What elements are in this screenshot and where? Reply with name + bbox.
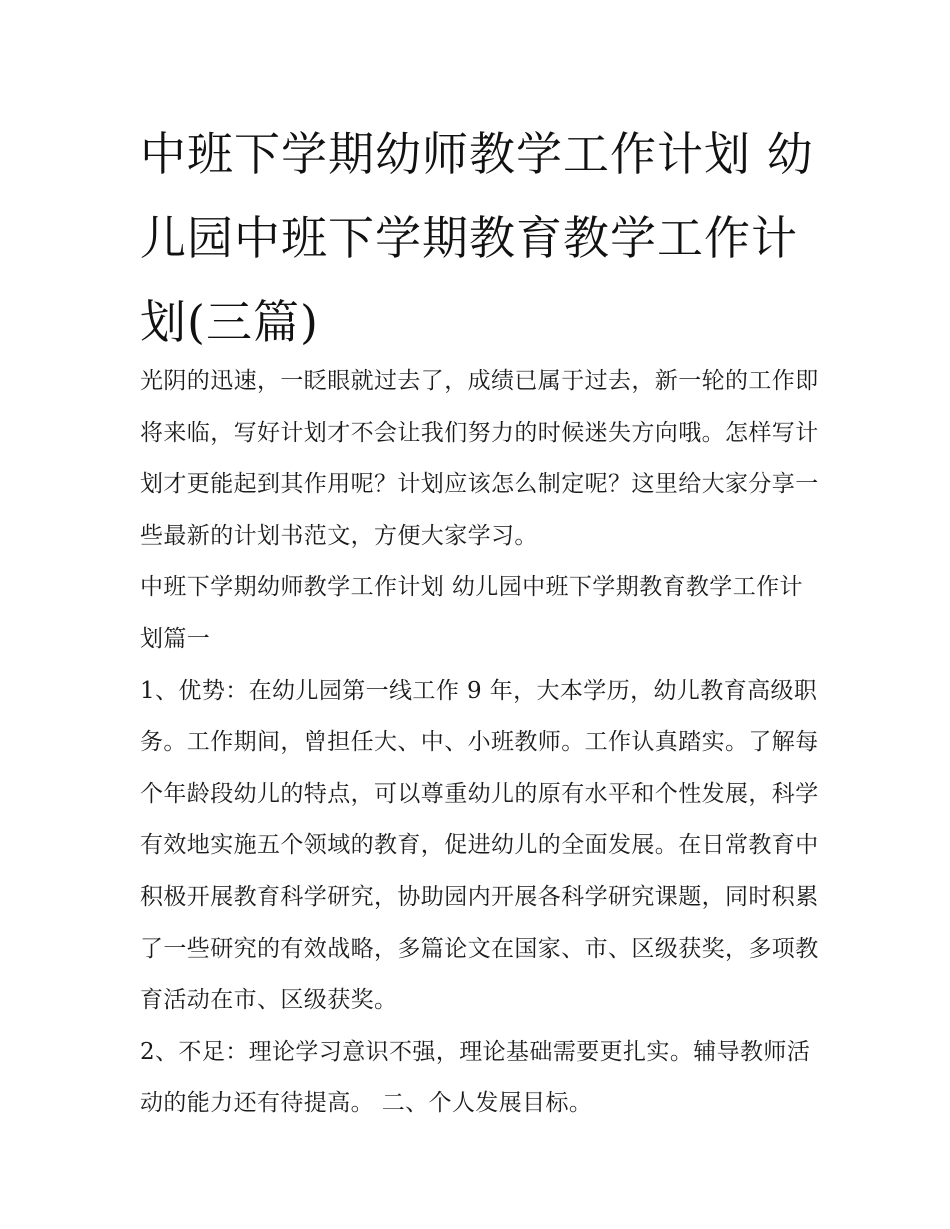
weaknesses-paragraph: 2、不足：理论学习意识不强，理论基础需要更扎实。辅导教师活动的能力还有待提高。 二、个人发展目标。 — [140, 1038, 811, 1117]
intro-paragraph: 光阴的迅速，一眨眼就过去了，成绩已属于过去，新一轮的工作即将来临，写好计划才不会让我们努力的时候迷失方向哦。怎样写计划才更能起到其作用呢？计划应该怎么制定呢？这里给大家分享一些最新的计划书范文，方便大家学习。 — [140, 368, 819, 549]
document-body — [140, 356, 820, 1130]
strengths-paragraph: 1、优势：在幼儿园第一线工作 9 年，大本学历，幼儿教育高级职务。工作期间，曾担任大、中、小班教师。工作认真踏实。了解每个年龄段幼儿的特点，可以尊重幼儿的原有水平和个性发展，科学有效地实施五个领域的教育，促进幼儿的全面发展。在日常教育中积极开展教育科学研究，协助园内开展各科学研究课题，同时积累了一些研究的有效战略，多篇论文在国家、市、区级获奖，多项教育活动在市、区级获奖。 — [140, 677, 819, 1014]
document-title: 中班下学期幼师教学工作计划 幼儿园中班下学期教育教学工作计划(三篇) — [140, 127, 814, 349]
section-heading: 中班下学期幼师教学工作计划 幼儿园中班下学期教育教学工作计划篇一 — [140, 574, 803, 652]
